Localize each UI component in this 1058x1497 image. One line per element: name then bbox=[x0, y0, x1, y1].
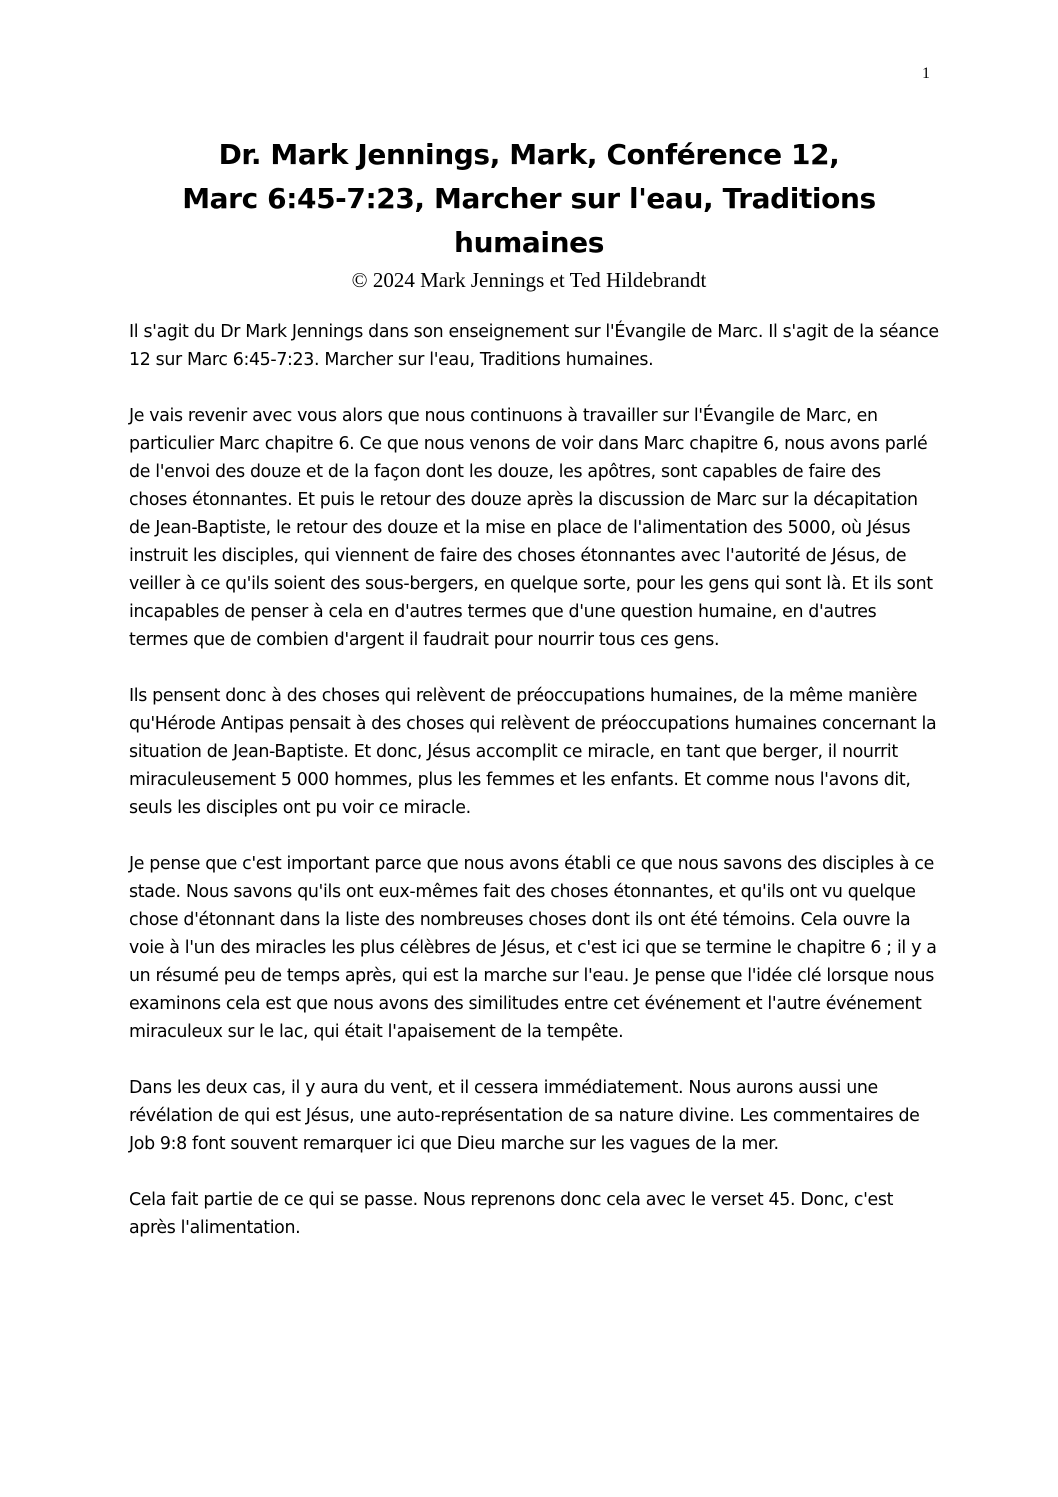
document-body bbox=[129, 318, 939, 1270]
page-number: 1 bbox=[922, 65, 930, 82]
title-line: Marc 6:45-7:23, Marcher sur l'eau, Traditions bbox=[182, 182, 876, 215]
document-title bbox=[90, 133, 968, 265]
paragraph: Cela fait partie de ce qui se passe. Nous reprenons donc cela avec le verset 45. Donc, c'est après l'alimentation. bbox=[129, 1190, 894, 1238]
paragraph: Ils pensent donc à des choses qui relèvent de préoccupations humaines, de la même manière qu'Hérode Antipas pensait à des choses qui relèvent de préoccupations humaines concernant la situation de Jean-Baptiste. Et donc, Jésus accomplit ce miracle, en tant que berger, il nourrit miraculeusement 5 000 hommes, plus les femmes et les enfants. Et comme nous l'avons dit, seuls les disciples ont pu voir ce miracle. bbox=[129, 686, 937, 818]
title-line: Dr. Mark Jennings, Mark, Conférence 12, bbox=[218, 138, 840, 171]
copyright-notice: © 2024 Mark Jennings et Ted Hildebrandt bbox=[351, 268, 707, 292]
paragraph: Je vais revenir avec vous alors que nous continuons à travailler sur l'Évangile de Marc, en particulier Marc chapitre 6. Ce que nous venons de voir dans Marc chapitre 6, nous avons parlé de l'envoi des douze et de la façon dont les douze, les apôtres, sont capables de faire des choses étonnantes. Et puis le retour des douze après la discussion de Marc sur la décapitation de Jean-Baptiste, le retour des douze et la mise en place de l'alimentation des 5000, où Jésus instruit les disciples, qui viennent de faire des choses étonnantes avec l'autorité de Jésus, de veiller à ce qu'ils soient des sous-bergers, en quelque sorte, pour les gens qui sont là. Et ils sont incapables de penser à cela en d'autres termes que d'une question humaine, en d'autres termes que de combien d'argent il faudrait pour nourrir tous ces gens. bbox=[129, 406, 933, 650]
paragraph: Dans les deux cas, il y aura du vent, et il cessera immédiatement. Nous aurons aussi une révélation de qui est Jésus, une auto-représentation de sa nature divine. Les commentaires de Job 9:8 font souvent remarquer ici que Dieu marche sur les vagues de la mer. bbox=[129, 1078, 920, 1154]
paragraph: Il s'agit du Dr Mark Jennings dans son enseignement sur l'Évangile de Marc. Il s'agit de la séance 12 sur Marc 6:45-7:23. Marcher sur l'eau, Traditions humaines. bbox=[129, 322, 939, 370]
paragraph: Je pense que c'est important parce que nous avons établi ce que nous savons des disciples à ce stade. Nous savons qu'ils ont eux-mêmes fait des choses étonnantes, et qu'ils ont vu quelque chose d'étonnant dans la liste des nombreuses choses dont ils ont été témoins. Cela ouvre la voie à l'un des miracles les plus célèbres de Jésus, et c'est ici que se termine le chapitre 6 ; il y a un résumé peu de temps après, qui est la marche sur l'eau. Je pense que l'idée clé lorsque nous examinons cela est que nous avons des similitudes entre cet événement et l'autre événement miraculeux sur le lac, qui était l'apaisement de la tempête. bbox=[129, 854, 937, 1042]
title-line: humaines bbox=[454, 226, 604, 259]
